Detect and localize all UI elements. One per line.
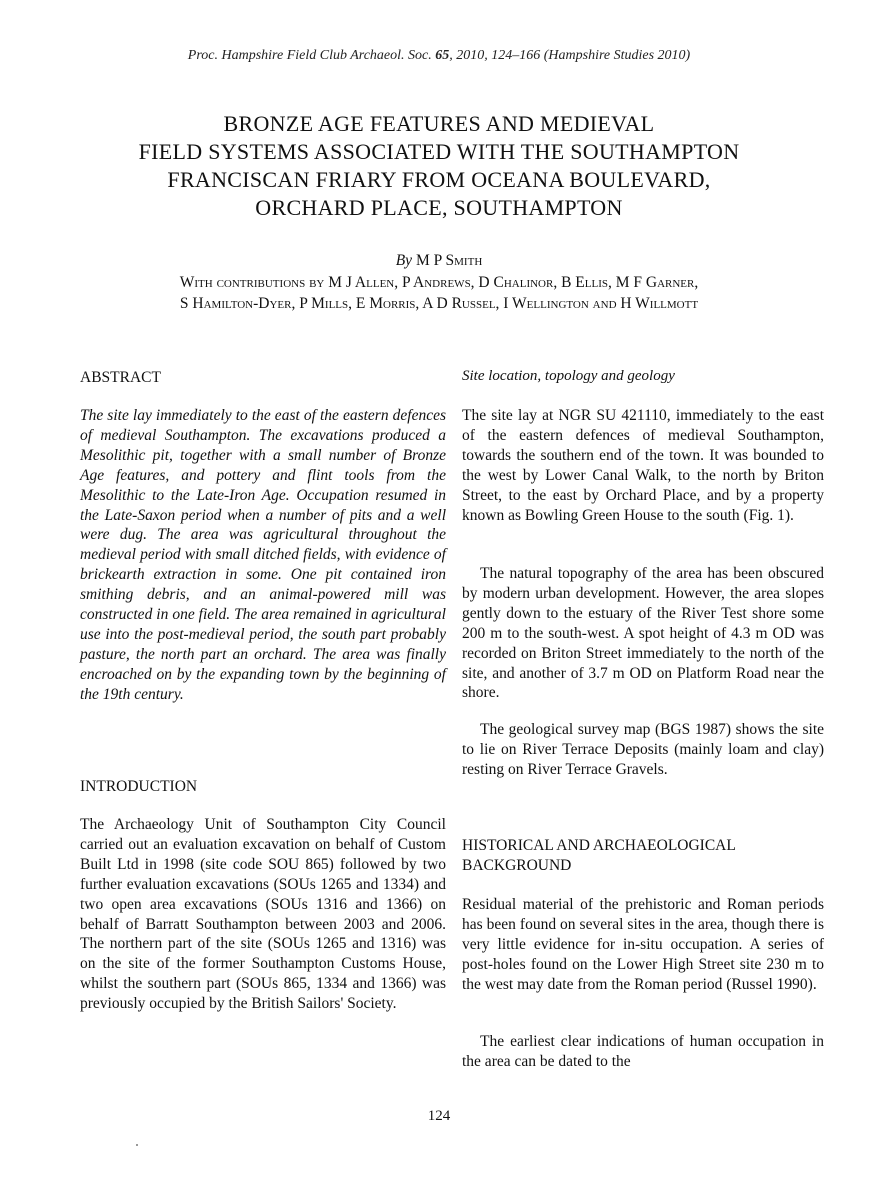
site-location-heading: Site location, topology and geology [462,368,675,384]
title-line: ORCHARD PLACE, SOUTHAMPTON [255,195,623,220]
title-line: BRONZE AGE FEATURES AND MEDIEVAL [223,111,655,136]
contributors-line: With contributions by M J Allen, P Andrews, D Chalinor, B Ellis, M F Garner, [179,273,699,291]
journal-citation-suffix: , 2010, 124–166 (Hampshire Studies 2010) [449,48,691,63]
introduction-text: The Archaeology Unit of Southampton City Council carried out an evaluation excavation on behalf of Custom Built Ltd in 1998 (site code SOU 865) followed by two further evaluation excavations (SOUs 1265 and 1334) and two open area excavations (SOUs 1316 and 1366) on behalf of Barratt Southampton between 2003 and 2006. The northern part of the site (SOUs 1265 and 1316) was on the site of the former Southampton Customs House, whilst the southern part (SOUs 865, 1334 and 1366) was previously occupied by the British Sailors' Society. [80,816,446,1013]
historical-paragraph: Residual material of the prehistoric and Roman periods has been found on several sites in the area, though there is very little evidence for in-situ occupation. A series of post-holes found on the Lower High Street site 230 m to the west may date from the Roman period (Russel 1990). [462,896,824,993]
page-number: 124 [427,1108,451,1124]
abstract-heading: ABSTRACT [80,369,161,386]
geology-paragraph: The geological survey map (BGS 1987) shows the site to lie on River Terrace Deposits (mainly loam and clay) resting on River Terrace Gravels. [462,721,824,778]
abstract-text: The site lay immediately to the east of the eastern defences of medieval Southampton. The excavations produced a Mesolithic pit, together with a small number of Bronze Age features, and pottery and flint tools from the Mesolithic to the Late-Iron Age. Occupation resumed in the Late-Saxon period when a number of pits and a well were dug. The area was agricultural throughout the medieval period with small ditched fields, with evidence of brickearth extraction in some. One pit contained iron smithing debris, and an animal-powered mill was constructed in one field. The area remained in agricultural use into the post-medieval period, the south part probably pasture, the north part an orchard. The area was finally encroached on by the expanding town by the beginning of the 19th century. [80,407,446,703]
historical-background-heading: HISTORICAL AND ARCHAEOLOGICAL BACKGROUND [462,837,736,874]
byline [40,250,838,315]
journal-volume: 65 [435,48,450,63]
journal-citation-prefix: Proc. Hampshire Field Club Archaeol. Soc. [187,48,436,63]
author-name: M P Smith [415,252,483,269]
scan-speck [136,1144,138,1146]
site-location-paragraph: The site lay at NGR SU 421110, immediately to the east of the eastern defences of medieval Southampton, towards the southern end of the town. It was bounded to the west by Lower Canal Walk, to the north by Briton Street, to the east by Orchard Place, and by a property known as Bowling Green House to the south (Fig. 1). [462,407,824,524]
title-line: FRANCISCAN FRIARY FROM OCEANA BOULEVARD, [167,167,711,192]
earliest-occupation-paragraph: The earliest clear indications of human occupation in the area can be dated to the [462,1033,824,1070]
introduction-heading: INTRODUCTION [80,778,198,795]
contributors-line: S Hamilton-Dyer, P Mills, E Morris, A D Russel, I Wellington and H Willmott [179,295,699,312]
title-line: FIELD SYSTEMS ASSOCIATED WITH THE SOUTHAMPTON [138,139,740,164]
author-line [40,250,838,272]
article-title [60,110,818,222]
journal-citation [0,48,878,64]
topography-paragraph: The natural topography of the area has been obscured by modern urban development. However, the area slopes gently down to the estuary of the River Test shore some 200 m to the south-west. A spot height of 4.3 m OD was recorded on Briton Street immediately to the north of the site, and another of 3.7 m OD on Platform Road near the shore. [462,565,824,702]
by-word: By [395,252,413,269]
